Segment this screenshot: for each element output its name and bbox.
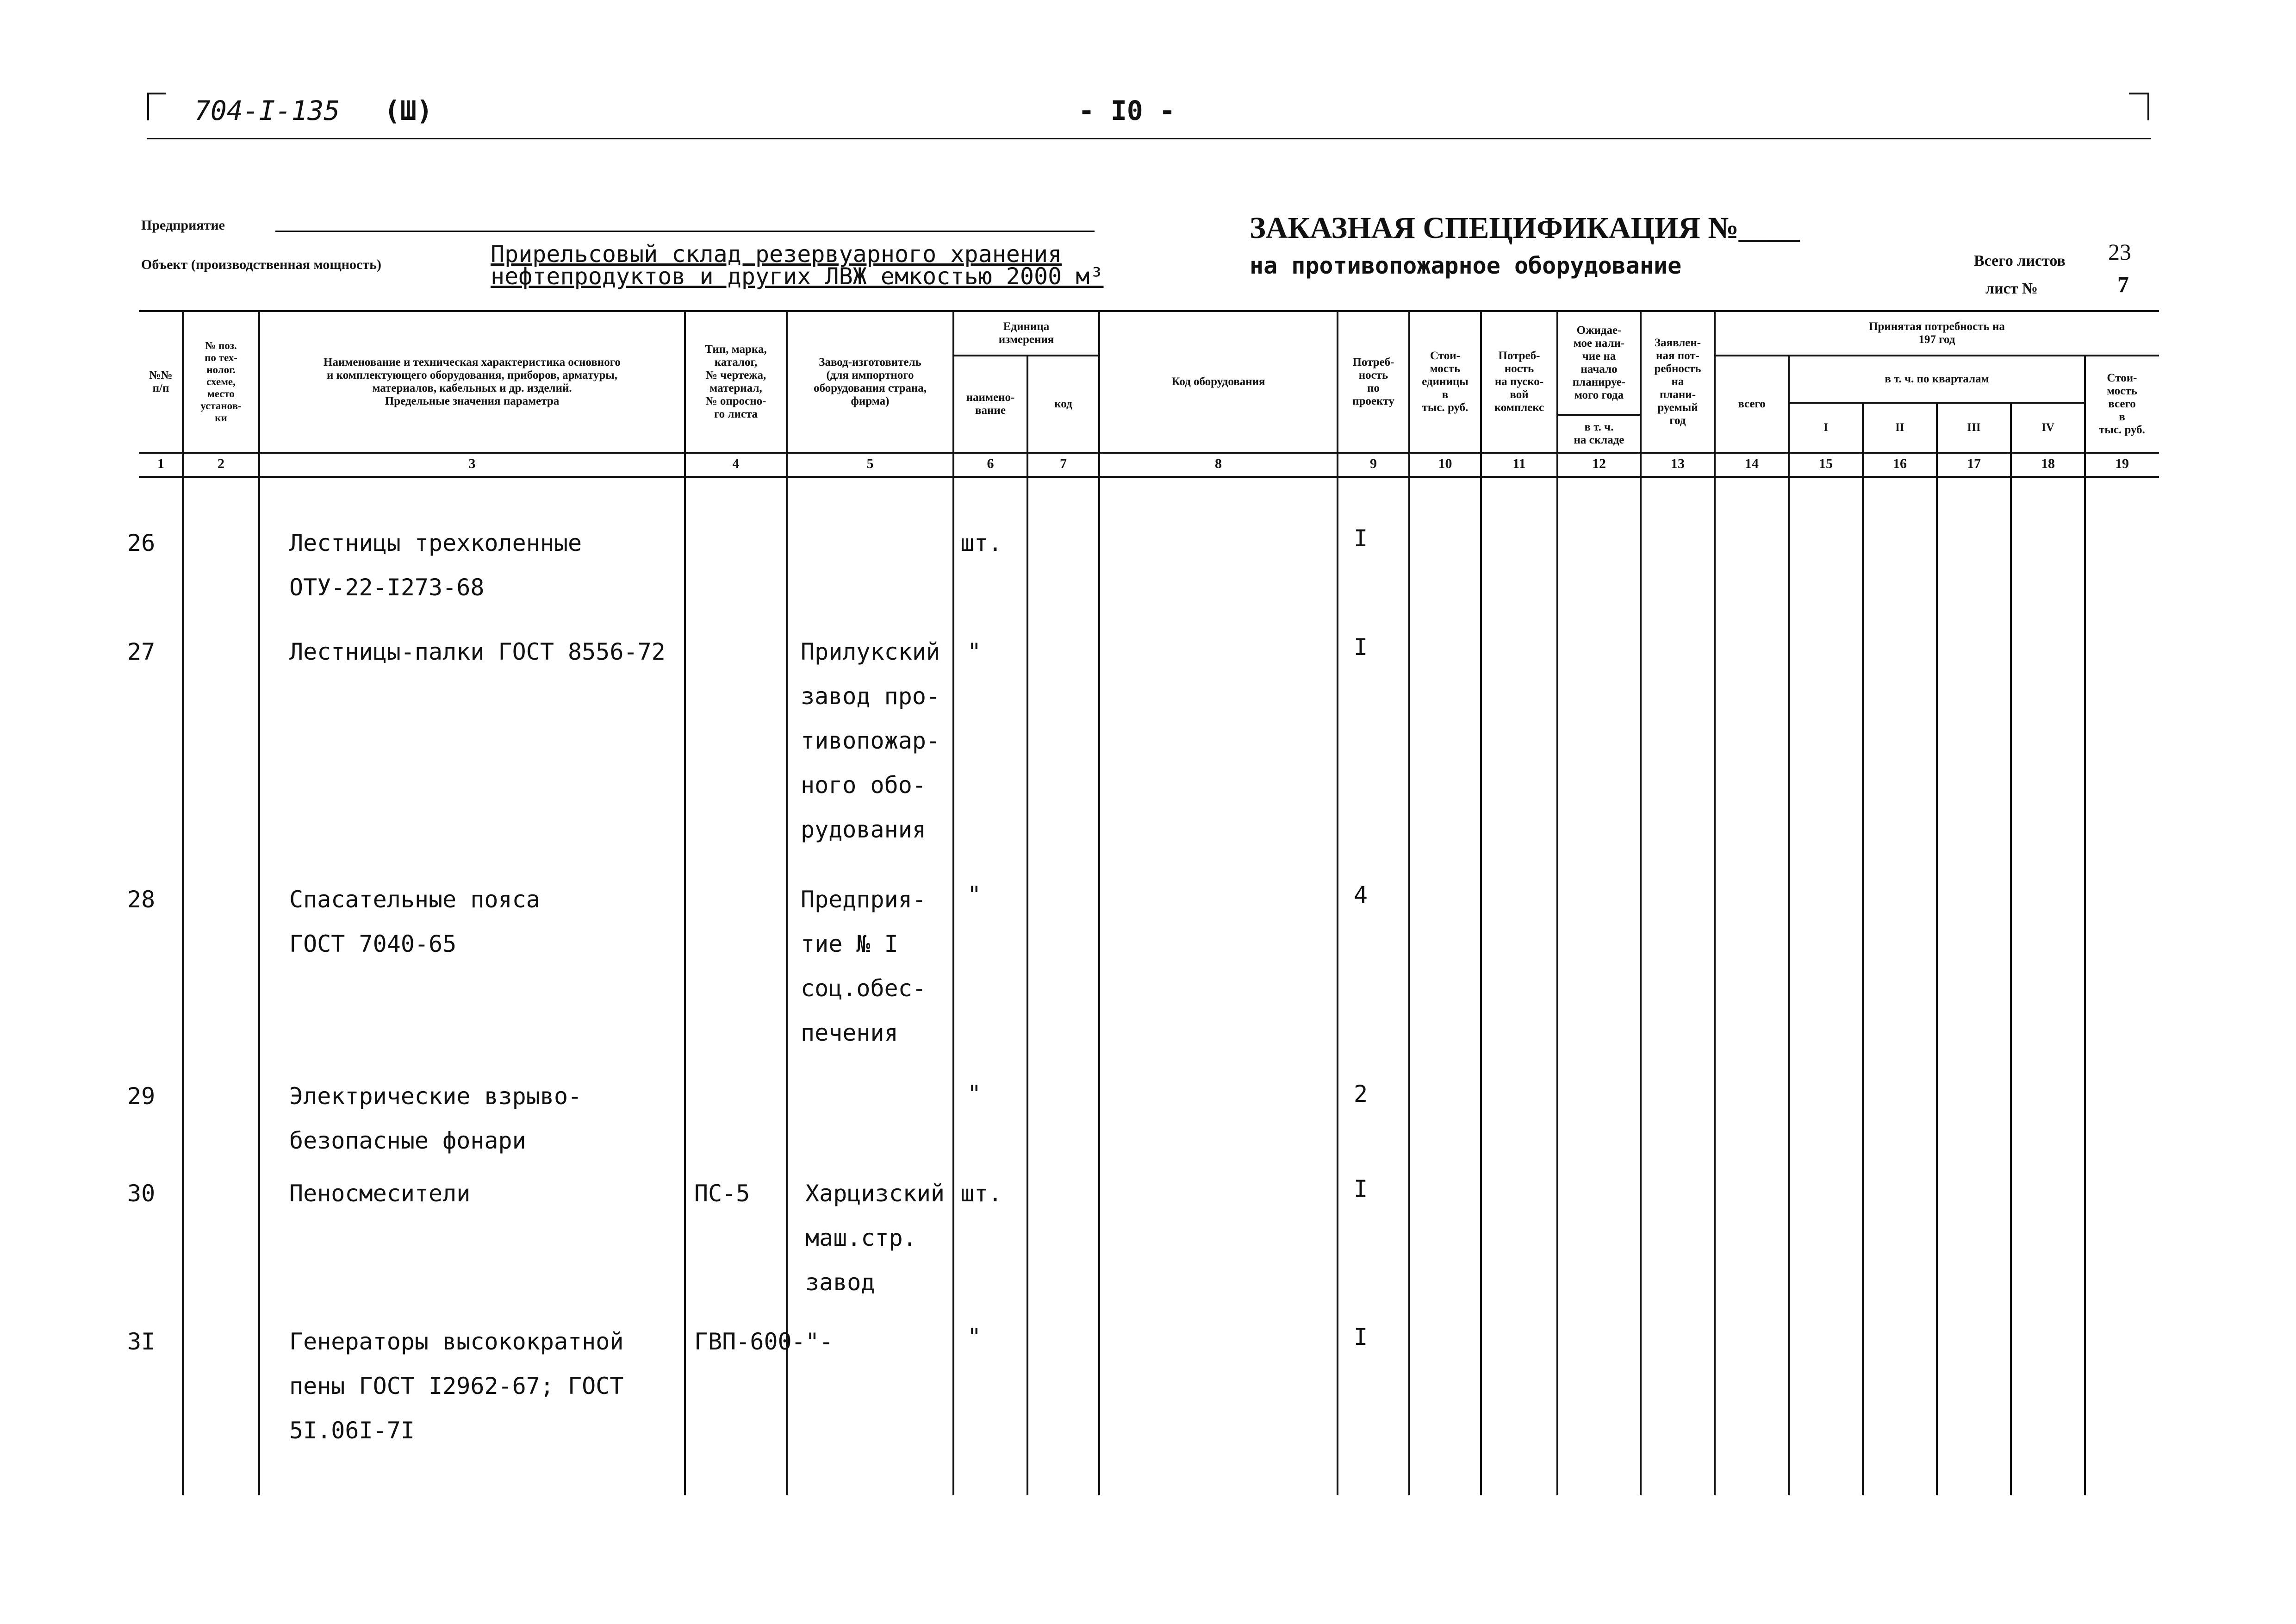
header-quarters-group: в т. ч. по кварталам bbox=[1885, 373, 1989, 385]
row-31-unit: " bbox=[967, 1324, 982, 1350]
enterprise-label: Предприятие bbox=[141, 218, 225, 233]
header-accepted-group: Принятая потребность на 197 год bbox=[1869, 320, 2005, 346]
row-31-number: 3I bbox=[127, 1328, 156, 1355]
header-quarter-1: I bbox=[1823, 421, 1828, 434]
row-30-unit: шт. bbox=[960, 1180, 1002, 1207]
row-31-qty: I bbox=[1354, 1324, 1368, 1350]
row-30-maker: Харцизский маш.стр. завод bbox=[805, 1180, 945, 1296]
colnum-19: 19 bbox=[2115, 456, 2129, 471]
colnum-4: 4 bbox=[732, 456, 740, 471]
header-startup-demand: Потреб- ность на пуско- вой комплекс bbox=[1494, 350, 1544, 414]
row-31-type: ГВП-600 bbox=[694, 1328, 792, 1355]
row-27-name: Лестницы-палки ГОСТ 8556-72 bbox=[289, 638, 666, 665]
row-29-name: Электрические взрыво- безопасные фонари bbox=[289, 1083, 582, 1154]
row-29-qty: 2 bbox=[1354, 1081, 1368, 1107]
header-type: Тип, марка, каталог, № чертежа, материал, № опросно- го листа bbox=[705, 343, 767, 420]
header-quarter-2: II bbox=[1895, 421, 1904, 434]
colnum-2: 2 bbox=[218, 456, 224, 471]
colnum-1: 1 bbox=[157, 456, 164, 471]
colnum-14: 14 bbox=[1745, 456, 1759, 471]
header-declared-demand: Заявлен- ная пот- ребность на плани- руемый год bbox=[1654, 337, 1701, 427]
header-demand-project: Потреб- ность по проекту bbox=[1352, 356, 1394, 407]
row-31-name: Генераторы высокократной пены ГОСТ I2962-67; ГОСТ 5I.06I-7I bbox=[289, 1328, 624, 1444]
row-26-qty: I bbox=[1354, 525, 1368, 552]
colnum-9: 9 bbox=[1370, 456, 1377, 471]
colnum-11: 11 bbox=[1512, 456, 1526, 471]
object-line-2: нефтепродуктов и других ЛВЖ емкостью 2000 м³ bbox=[491, 263, 1104, 290]
colnum-5: 5 bbox=[866, 456, 874, 471]
header-row-number: №№ п/п bbox=[149, 369, 173, 394]
header-in-warehouse: в т. ч. на складе bbox=[1574, 421, 1624, 446]
header-unit-code: код bbox=[1054, 398, 1072, 410]
colnum-12: 12 bbox=[1592, 456, 1606, 471]
row-27-number: 27 bbox=[127, 638, 156, 665]
header-total: всего bbox=[1738, 398, 1766, 410]
total-sheets-label: Всего листов bbox=[1974, 252, 2066, 269]
page-number: - I0 - bbox=[1078, 95, 1176, 126]
row-28-number: 28 bbox=[127, 886, 156, 913]
header-name: Наименование и техническая характеристика основного и комплектующего оборудования, приборов, арматуры, материалов, кабельных и др. изделий. Предельные значения параметра bbox=[324, 356, 621, 407]
colnum-10: 10 bbox=[1438, 456, 1452, 471]
row-29-unit: " bbox=[967, 1081, 982, 1107]
header-quarter-4: IV bbox=[2041, 421, 2054, 434]
header-unit-group: Единица измерения bbox=[998, 320, 1054, 346]
colnum-17: 17 bbox=[1967, 456, 1981, 471]
doc-code: 704-I-135 bbox=[194, 95, 340, 126]
volume-mark: (Ш) bbox=[384, 95, 433, 126]
row-27-unit: " bbox=[967, 638, 982, 665]
header-expected-stock: Ожидае- мое нали- чие на начало планируе- мого года bbox=[1572, 324, 1626, 401]
colnum-13: 13 bbox=[1671, 456, 1685, 471]
colnum-16: 16 bbox=[1893, 456, 1907, 471]
colnum-7: 7 bbox=[1060, 456, 1067, 471]
row-28-qty: 4 bbox=[1354, 881, 1368, 908]
colnum-3: 3 bbox=[468, 456, 476, 471]
row-28-unit: " bbox=[967, 881, 982, 908]
row-26-number: 26 bbox=[127, 530, 156, 556]
header-manufacturer: Завод-изготовитель (для импортного оборудования страна, фирма) bbox=[813, 356, 927, 407]
sheet-number: 7 bbox=[2117, 271, 2129, 297]
header-equipment-code: Код оборудования bbox=[1171, 375, 1265, 388]
row-29-number: 29 bbox=[127, 1083, 156, 1110]
colnum-8: 8 bbox=[1215, 456, 1222, 471]
row-27-qty: I bbox=[1354, 634, 1368, 661]
row-26-unit: шт. bbox=[960, 530, 1002, 556]
header-quarter-3: III bbox=[1967, 421, 1981, 434]
object-label: Объект (производственная мощность) bbox=[141, 257, 381, 272]
total-sheets-value: 23 bbox=[2108, 239, 2131, 265]
row-31-maker: -"- bbox=[791, 1328, 834, 1355]
row-30-name: Пеносмесители bbox=[289, 1180, 471, 1207]
header-total-cost: Стои- мость всего в тыс. руб. bbox=[2099, 372, 2145, 436]
row-30-type: ПС-5 bbox=[694, 1180, 750, 1207]
spec-subtitle: на противопожарное оборудование bbox=[1250, 252, 1682, 279]
row-28-name: Спасательные пояса ГОСТ 7040-65 bbox=[289, 886, 540, 957]
row-30-qty: I bbox=[1354, 1175, 1368, 1202]
colnum-15: 15 bbox=[1819, 456, 1833, 471]
colnum-6: 6 bbox=[987, 456, 994, 471]
object-line-1: Прирельсовый склад резервуарного хранения bbox=[491, 241, 1062, 268]
row-30-number: 30 bbox=[127, 1180, 156, 1207]
row-26-name: Лестницы трехколенные ОТУ-22-I273-68 bbox=[289, 530, 582, 601]
header-unit-name: наимено- вание bbox=[966, 391, 1015, 417]
header-position: № поз. по тех- нолог. схеме, место установ- ки bbox=[200, 340, 242, 424]
sheet-label: лист № bbox=[1985, 280, 2038, 297]
row-27-maker: Прилукский завод про- тивопожар- ного обо- рудования bbox=[801, 638, 940, 843]
spec-title: ЗАКАЗНАЯ СПЕЦИФИКАЦИЯ №____ bbox=[1250, 211, 1800, 245]
header-unit-cost: Стои- мость единицы в тыс. руб. bbox=[1422, 350, 1468, 414]
row-28-maker: Предприя- тие № I соц.обес- печения bbox=[801, 886, 926, 1046]
colnum-18: 18 bbox=[2041, 456, 2055, 471]
